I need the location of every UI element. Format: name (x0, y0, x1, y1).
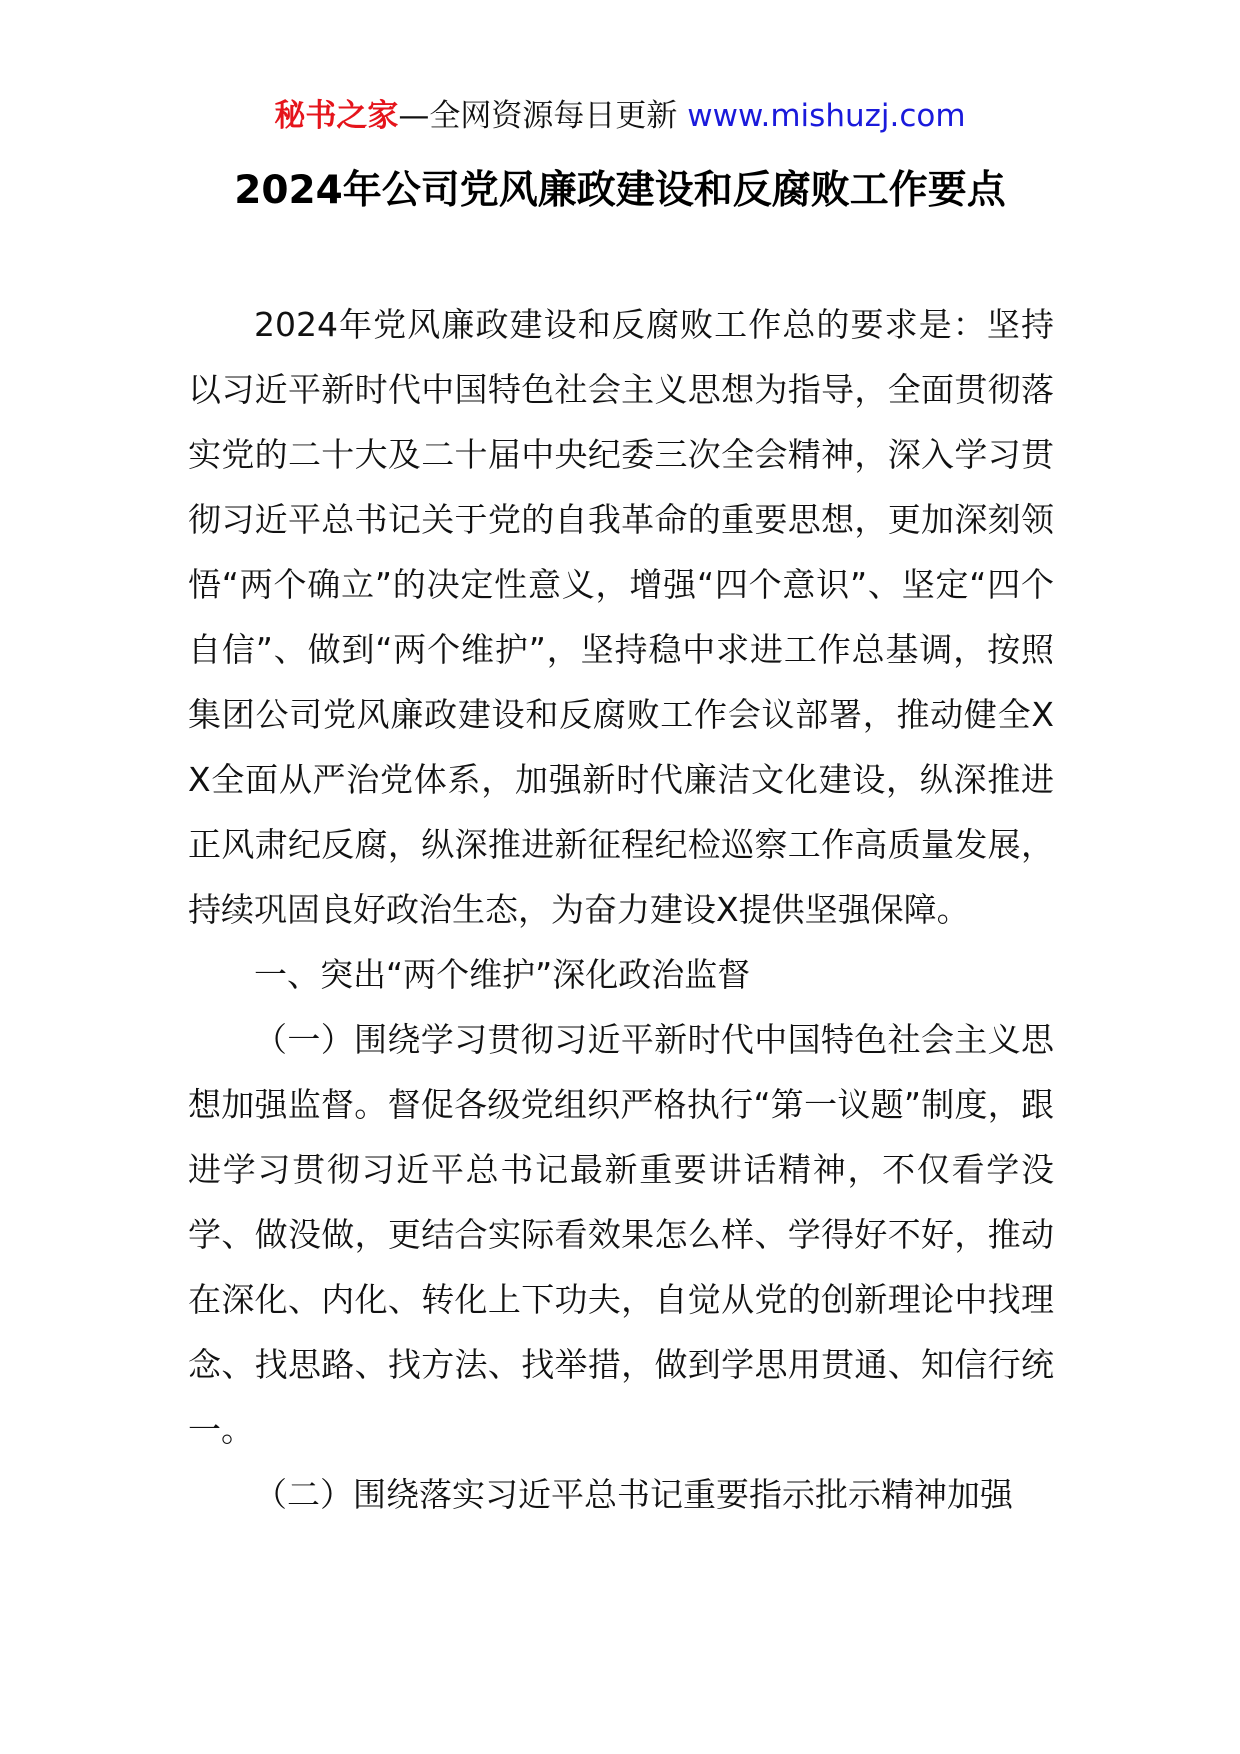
document-title: 2024年公司党风廉政建设和反腐败工作要点 (234, 168, 1006, 213)
site-url-link[interactable]: www.mishuzj.com (687, 98, 966, 134)
site-header (0, 94, 1240, 138)
brand-name: 秘书之家 (274, 98, 399, 134)
section-heading: 一、突出“两个维护”深化政治监督 (254, 955, 751, 994)
document-body (188, 292, 1054, 1527)
site-tagline: —全网资源每日更新 (398, 98, 688, 134)
intro-paragraph: 2024年党风廉政建设和反腐败工作总的要求是：坚持以习近平新时代中国特色社会主义思想为指导，全面贯彻落实党的二十大及二十届中央纪委三次全会精神，深入学习贯彻习近平总书记关于党的自我革命的重要思想，更加深刻领悟“两个确立”的决定性意义，增强“四个意识”、坚定“四个自信”、做到“两个维护”，坚持稳中求进工作总基调，按照集团公司党风廉政建设和反腐败工作会议部署，推动健全XX全面从严治党体系，加强新时代廉洁文化建设，纵深推进正风肃纪反腐，纵深推进新征程纪检巡察工作高质量发展，持续巩固良好政治生态，为奋力建设X提供坚强保障。 (188, 305, 1054, 929)
subsection-paragraph-2: （二）围绕落实习近平总书记重要指示批示精神加强 (254, 1475, 1013, 1514)
subsection-paragraph-1: （一）围绕学习贯彻习近平新时代中国特色社会主义思想加强监督。督促各级党组织严格执行“第一议题”制度，跟进学习贯彻习近平总书记最新重要讲话精神，不仅看学没学、做没做，更结合实际看效果怎么样、学得好不好，推动在深化、内化、转化上下功夫，自觉从党的创新理论中找理念、找思路、找方法、找举措，做到学思用贯通、知信行统一。 (188, 1020, 1054, 1449)
